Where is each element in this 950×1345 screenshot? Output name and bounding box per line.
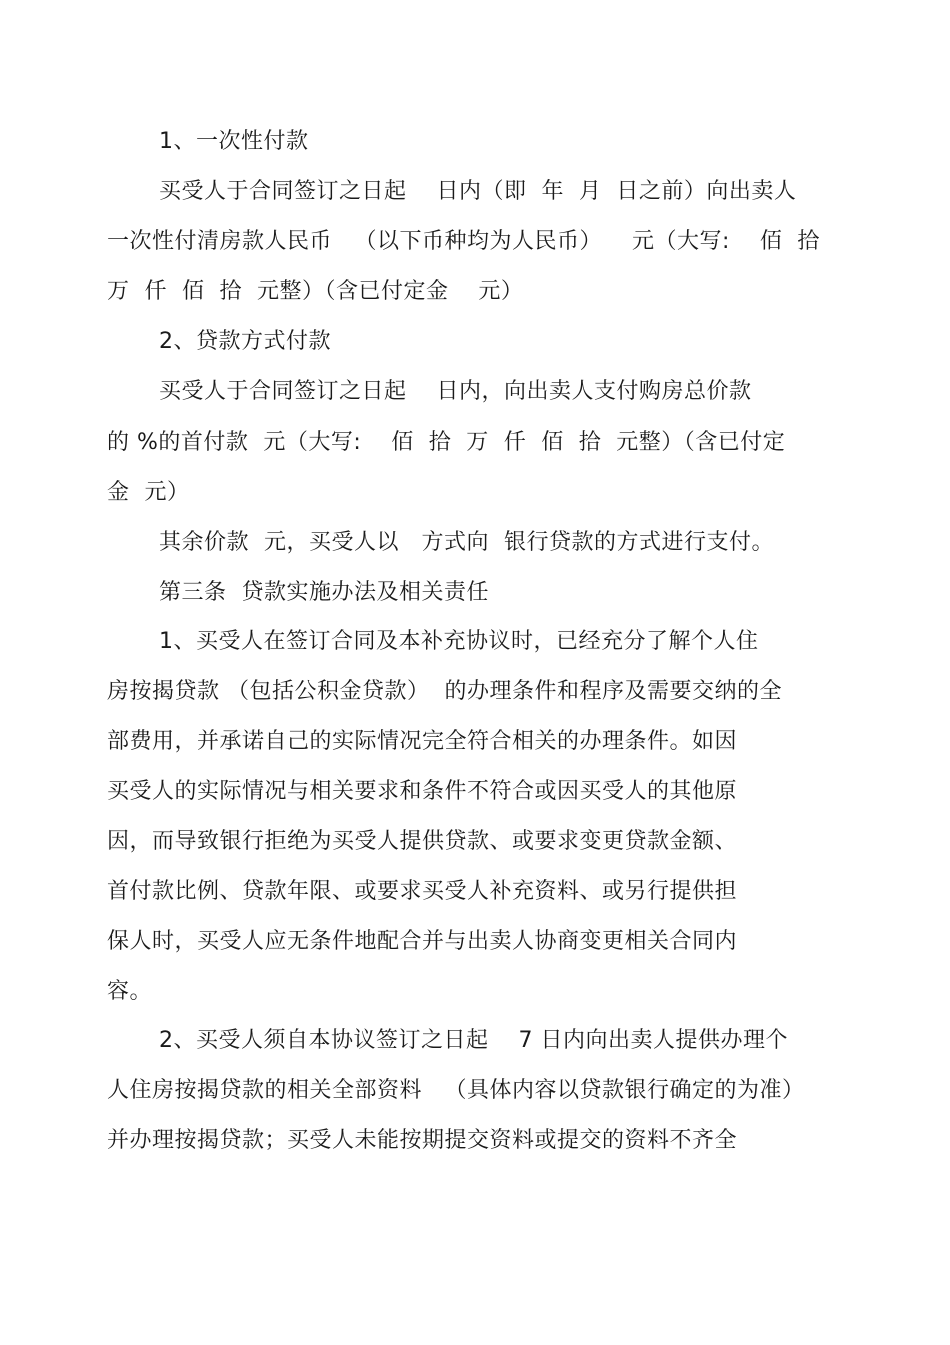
heading-loan-payment: 2、贷款方式付款 <box>159 329 331 354</box>
paragraph-line: 买受人于合同签订之日起 日内（即 年 月 日之前）向出卖人 <box>159 179 797 204</box>
paragraph-line: 容。 <box>107 979 153 1004</box>
paragraph-line: 2、买受人须自本协议签订之日起 7 日内向出卖人提供办理个 <box>159 1028 788 1053</box>
paragraph-line: 的 %的首付款 元（大写: 佰 拾 万 仟 佰 拾 元整）（含已付定 <box>107 430 786 455</box>
paragraph-line: 并办理按揭贷款；买受人未能按期提交资料或提交的资料不齐全 <box>107 1128 738 1153</box>
paragraph-line: 保人时，买受人应无条件地配合并与出卖人协商变更相关合同内 <box>107 929 738 954</box>
paragraph-line: 其余价款 元，买受人以 方式向 银行贷款的方式进行支付。 <box>159 530 774 555</box>
heading-lump-sum-payment: 1、一次性付款 <box>159 129 309 154</box>
paragraph-line: 买受人的实际情况与相关要求和条件不符合或因买受人的其他原 <box>107 779 738 804</box>
paragraph-line: 一次性付清房款人民币 （以下币种均为人民币） 元（大写: 佰 拾 <box>107 229 820 254</box>
paragraph-line: 房按揭贷款 （包括公积金贷款） 的办理条件和程序及需要交纳的全 <box>107 679 782 704</box>
paragraph-line: 因，而导致银行拒绝为买受人提供贷款、或要求变更贷款金额、 <box>107 829 738 854</box>
article-heading: 第三条 贷款实施办法及相关责任 <box>159 580 489 605</box>
paragraph-line: 部费用，并承诺自己的实际情况完全符合相关的办理条件。如因 <box>107 729 738 754</box>
paragraph-line: 金 元） <box>107 480 190 505</box>
paragraph-line: 万 仟 佰 拾 元整）（含已付定金 元） <box>107 279 524 304</box>
paragraph-line: 人住房按揭贷款的相关全部资料 （具体内容以贷款银行确定的为准） <box>107 1078 805 1103</box>
paragraph-line: 买受人于合同签订之日起 日内，向出卖人支付购房总价款 <box>159 379 752 404</box>
paragraph-line: 1、买受人在签订合同及本补充协议时，已经充分了解个人住 <box>159 629 759 654</box>
paragraph-line: 首付款比例、贷款年限、或要求买受人补充资料、或另行提供担 <box>107 879 738 904</box>
